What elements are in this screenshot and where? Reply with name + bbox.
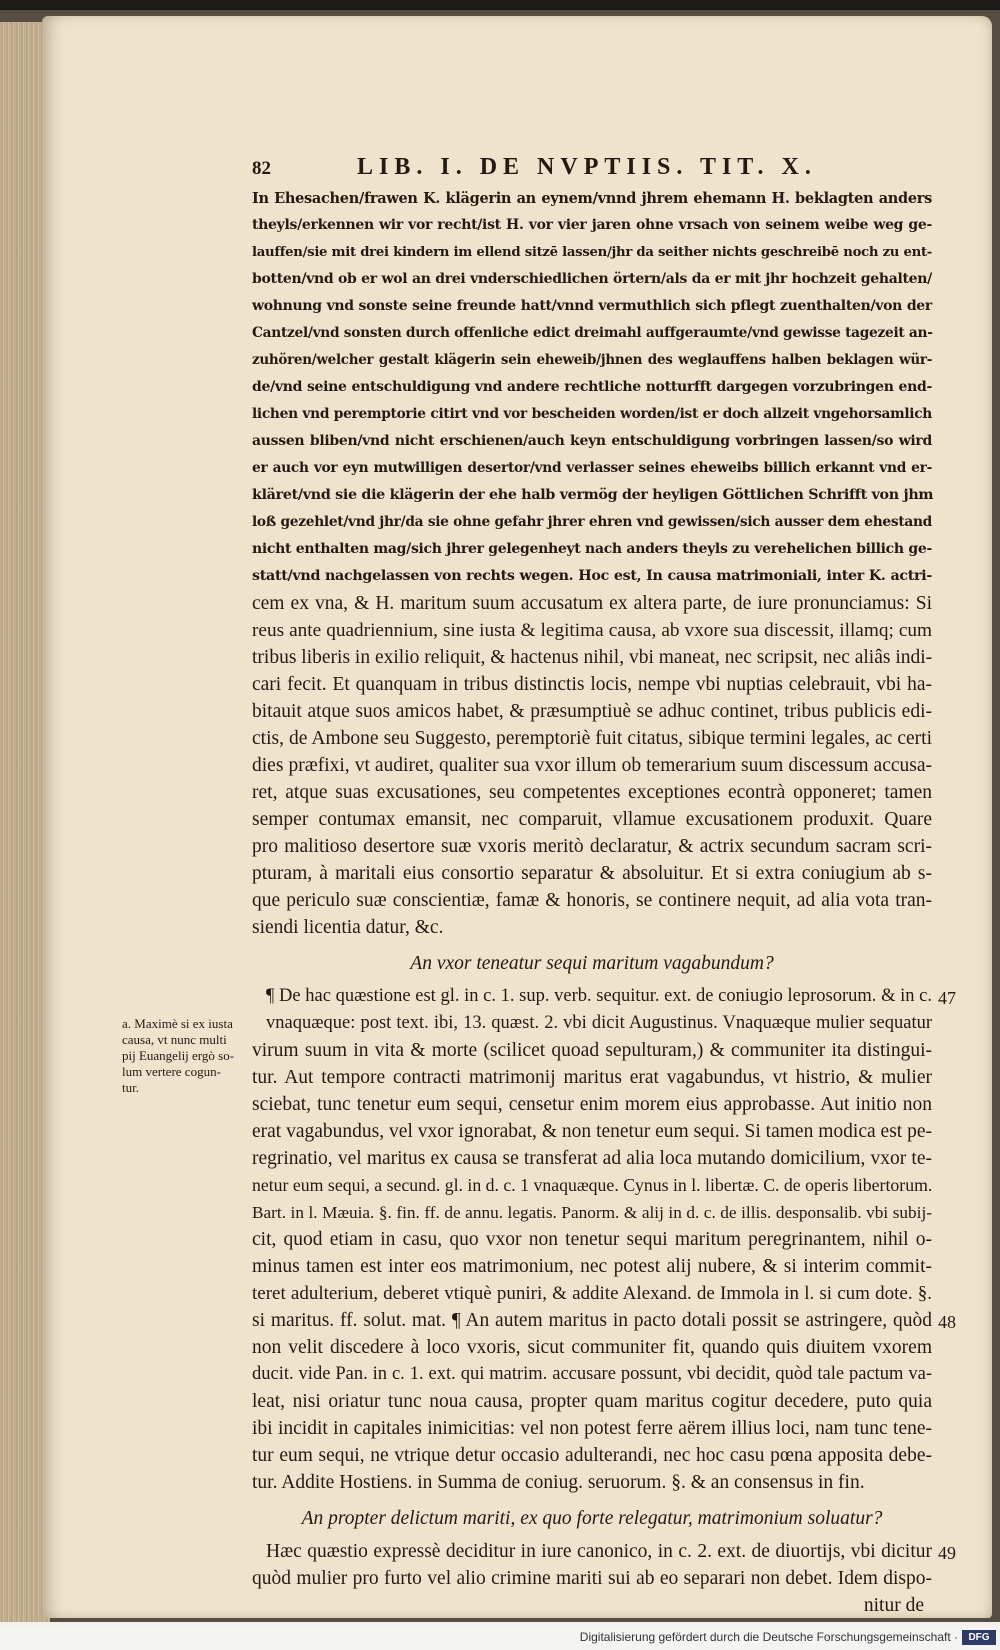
latin-line: tur. Aut tempore contracti matrimonij maritus erat vagabundus, vt histrio, & mulier xyxy=(252,1067,932,1088)
latin-line: ibi incidit in capitales inimicitias: vel non potest ferre aërem illius loci, nam tunc tene- xyxy=(252,1418,932,1439)
latin-line: reus ante quadriennium, sine iusta & legitima causa, ab vxore sua discessit, illamq; cum xyxy=(252,620,932,641)
german-line: lauffen/sie mit drei kindern im ellend sitzē lassen/jhr da seither nichts geschreibē noch zu ent- xyxy=(252,245,932,260)
german-line: wohnung vnd sonste seine freunde hatt/vnnd vermuthlich sich pflegt zuenthalten/von der xyxy=(252,298,932,314)
latin-line: virum suum in vita & morte (scilicet quoad sepulturam,) & communiter ita distingui- xyxy=(252,1040,932,1061)
latin-line: si maritus. ff. solut. mat. ¶ An autem maritus in pacto dotali possit se astringere, quòd xyxy=(252,1310,932,1331)
latin-line: ¶ De hac quæstione est gl. in c. 1. sup. verb. sequitur. ext. de coniugio leprosorum. & in c. xyxy=(266,986,932,1006)
german-line: zuhören/welcher gestalt klägerin sein eheweib/jhnen des weglauffens halben beklagen wür- xyxy=(252,352,932,368)
latin-line: teret adulterium, deberet vtiquè puniri, & addite Alexand. de Immola in l. si cum dote. §. xyxy=(252,1283,932,1304)
latin-line: non velit discedere à loco vxoris, sicut communiter fit, quando quis diuitem vxorem xyxy=(252,1337,932,1358)
margin-number: 47 xyxy=(938,988,956,1008)
latin-line: pturam, à maritali eius consortio separatur & absoluitur. Et si extra coniugium ab s- xyxy=(252,863,932,884)
german-line: lichen vnd peremptorie citirt vnd vor bescheiden worden/ist er doch allzeit vngehorsamlich xyxy=(252,406,932,422)
latin-line: bitauit atque suos amicos habet, & præsumptiuè se adhuc continet, tribus publicis edi- xyxy=(252,701,932,722)
latin-line: ctis, de Ambone seu Suggesto, peremptoriè fuit citatus, sibique termini legales, ac certi xyxy=(252,728,932,749)
latin-line: tribus liberis in exilio reliquit, & hactenus nihil, vbi maneat, nec scripsit, nec aliâs indi- xyxy=(252,647,933,668)
german-line: kläret/vnd sie die klägerin der ehe halb vermög der heyligen Göttlichen Schrifft von jhm xyxy=(252,487,934,503)
latin-line: vnaquæque: post text. ibi, 13. quæst. 2. vbi dicit Augustinus. Vnaquæque mulier sequatur xyxy=(266,1013,932,1033)
margin-note xyxy=(122,1016,240,1096)
page-number: 82 xyxy=(252,158,271,179)
latin-line: dies præfixi, vt audiret, qualiter sua vxor illum ob temerarium suum discessum accusa- xyxy=(252,755,932,776)
latin-line: leat, nisi oriatur tunc noua causa, propter quam maritus cogitur decedere, puto quia xyxy=(252,1391,932,1412)
latin-line: ducit. vide Pan. in c. 1. ext. qui matrim. accusare possunt, vbi decidit, quòd tale pactum va- xyxy=(252,1364,932,1384)
margin-note-line: a. Maximè si ex iusta xyxy=(122,1016,233,1031)
latin-line: ret, atque suas excusationes, seu competentes exceptiones econtrà opponeret; tamen xyxy=(252,782,932,803)
latin-line: pro malitioso desertore suæ vxoris meritò declaratur, & actrix secundum sacram scri- xyxy=(252,836,932,857)
running-head xyxy=(252,152,872,182)
section-heading: An propter delictum mariti, ex quo forte relegatur, matrimonium soluatur? xyxy=(301,1508,883,1529)
latin-line: cit, quod etiam in casu, quo vxor non tenetur sequi maritum peregrinantem, nihil o- xyxy=(252,1229,932,1250)
latin-line: tur eum sequi, ne vtrique detur occasio adulterandi, nec hoc casu pœna apposita debe- xyxy=(252,1445,932,1466)
german-line: loß gezehlet/vnd jhr/da sie ohne gefahr jhrer ehren vnd gewissen/sich ausser dem ehestand xyxy=(252,514,932,530)
latin-line: semper contumax emansit, nec comparuit, vllamue excusationem produxit. Quare xyxy=(252,809,932,830)
funding-credit: Digitalisierung gefördert durch die Deutsche Forschungsgemeinschaft · xyxy=(579,1630,958,1644)
latin-line: regrinatio, vel maritus ex causa se transferat ad alia loca mutando domicilium, vxor te- xyxy=(252,1148,932,1169)
german-line: nicht enthalten mag/sich jhrer gelegenheyt nach anders theyls zu verehelichen billich ge- xyxy=(252,541,932,557)
margin-note-line: causa, vt nunc multi xyxy=(122,1032,227,1047)
latin-line: siendi licentia datur, &c. xyxy=(252,917,444,938)
german-line: botten/vnd ob er wol an drei vnderschiedlichen örtern/als da er mit jhr hochzeit gehalten/ xyxy=(252,271,932,287)
latin-line: que periculo suæ conscientiæ, famæ & honoris, se continere nequit, ad alia vota tran- xyxy=(252,890,932,911)
latin-line: cari fecit. Et quanquam in tribus distinctis locis, nempe vbi nuptias celebrauit, vbi ha- xyxy=(252,674,932,695)
latin-line: erat vagabundus, vel vxor ignorabat, & non tenetur eum sequi. Si tamen modica est pe- xyxy=(252,1121,932,1142)
margin-note-line: tur. xyxy=(122,1080,139,1095)
latin-line: minus tamen est inter eos matrimonium, nec potest alij nubere, & si interim commit- xyxy=(252,1256,932,1277)
german-line: theyls/erkennen wir vor recht/ist H. vor vier jaren ohne vrsach von seinem weibe weg ge- xyxy=(252,217,932,233)
catchword: nitur de xyxy=(863,1595,924,1616)
german-line: Cantzel/vnd sonsten durch offenliche edict dreimahl auffgeraumte/vnd gewisse tagezeit an- xyxy=(252,325,933,341)
latin-line: Bart. in l. Mæuia. §. fin. ff. de annu. legatis. Panorm. & alij in d. c. de illis. desponsalib. vbi subij- xyxy=(252,1203,932,1222)
latin-line: tur. Addite Hostiens. in Summa de coniug. seruorum. §. & an consensus in fin. xyxy=(252,1472,865,1493)
latin-line: netur eum sequi, a secund. gl. in d. c. 1 vnaquæque. Cynus in l. libertæ. C. de operis libertorum. xyxy=(252,1175,933,1195)
german-line: In Ehesachen/frawen K. klägerin an eynem/vnnd jhrem ehemann H. beklagten anders xyxy=(252,190,932,207)
margin-number: 49 xyxy=(938,1543,956,1563)
german-line: er auch vor eyn mutwilligen desertor/vnd verlasser seines eheweibs billich erkannt vnd er- xyxy=(252,460,932,476)
section-heading: An vxor teneatur sequi maritum vagabundum? xyxy=(410,953,774,974)
margin-number: 48 xyxy=(938,1312,956,1332)
german-line: de/vnd seine entschuldigung vnd andere rechtliche notturfft dargegen vorzubringen end- xyxy=(252,379,932,395)
latin-line: sciebat, tunc tenetur eum sequi, censetur enim morem eius approbasse. Aut initio non xyxy=(252,1094,932,1115)
dfg-logo: DFG xyxy=(962,1630,996,1645)
margin-note-line: pij Euangelij ergò so- xyxy=(122,1048,235,1063)
latin-line: quòd mulier pro furto vel alio crimine mariti sui ab eo separari non debet. Idem dispo- xyxy=(252,1568,932,1589)
latin-line: cem ex vna, & H. maritum suum accusatum ex altera parte, de iure pronunciamus: Si xyxy=(252,593,932,614)
german-line: statt/vnd nachgelassen von rechts wegen. Hoc est, In causa matrimoniali, inter K. actri- xyxy=(252,568,932,584)
footer-bar xyxy=(0,1626,1000,1650)
margin-note-line: lum vertere cogun- xyxy=(122,1064,221,1079)
german-line: aussen bliben/vnd nicht erschienen/auch keyn entschuldigung vorbringen lassen/so wird xyxy=(252,433,932,449)
latin-line: Hæc quæstio expressè deciditur in iure canonico, in c. 2. ext. de diuortijs, vbi dicitur xyxy=(266,1541,932,1562)
running-title: LIB. I. DE NVPTIIS. TIT. X. xyxy=(357,154,817,180)
